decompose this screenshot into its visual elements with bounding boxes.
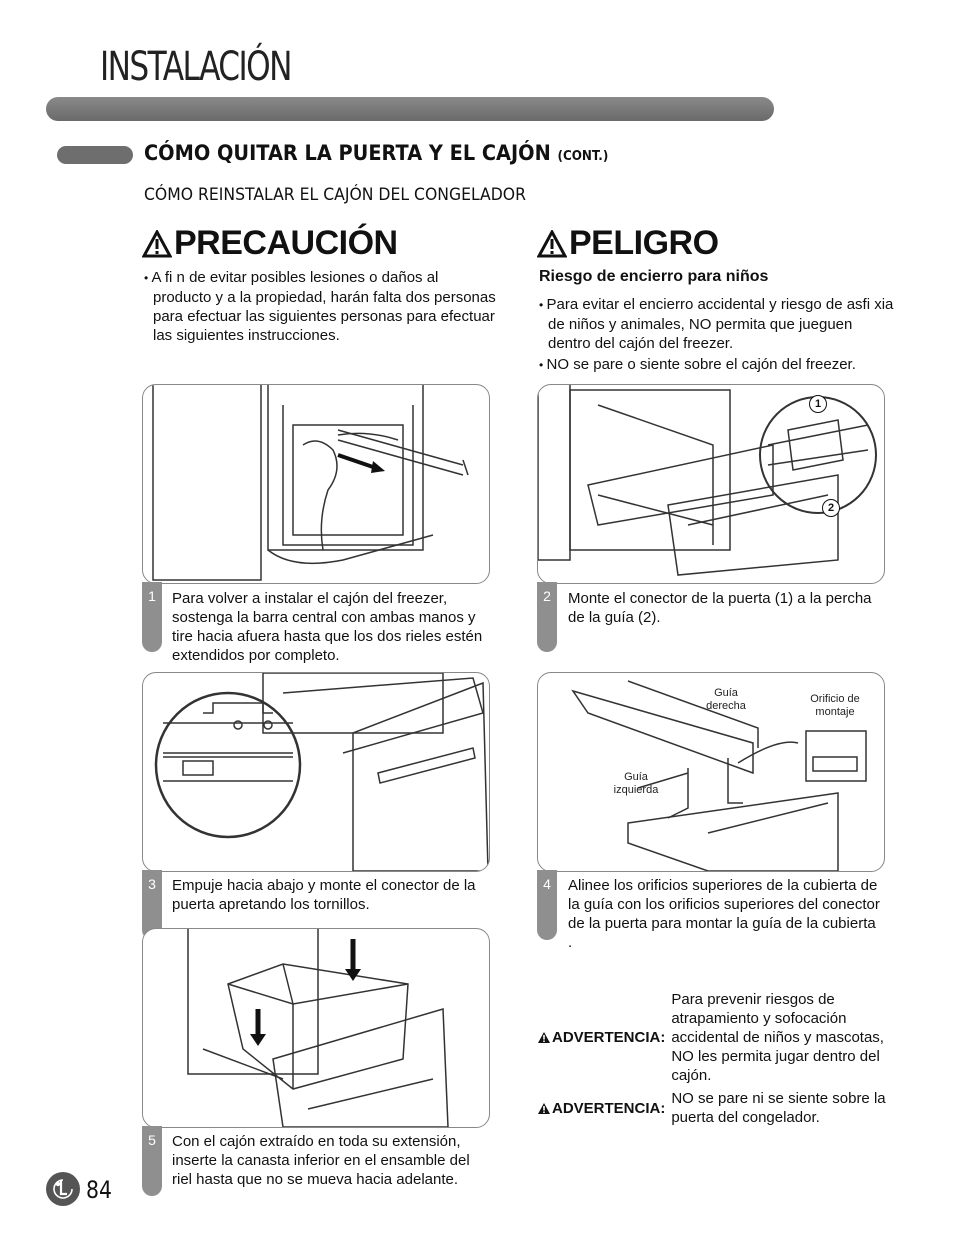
caution-heading [142, 224, 398, 263]
step-1-text: Para volver a instalar el cajón del freezer, sostenga la barra central con ambas manos y tire hacia afuera hasta que los dos rieles estén extendidos por completo. [172, 590, 483, 664]
figure-step-1 [142, 384, 490, 584]
caution-bullet: • A fi n de evitar posibles lesiones o daños al producto y a la propiedad, harán falta dos personas para efectuar las siguientes personas para efectuar las siguientes instrucciones. [144, 268, 498, 345]
section-pill [57, 146, 133, 164]
warning-2 [537, 1089, 897, 1127]
warning-1-text: Para prevenir riesgos de atrapamiento y sofocación accidental de niños y mascotas, NO les permita jugar dentro del cajón. [671, 991, 884, 1084]
step-4-text: Alinee los orificios superiores de la cubierta de la guía con los orificios superiores del conector de la puerta para montar la guía de la cubierta . [568, 877, 880, 951]
figure-step-2 [537, 384, 885, 584]
warning-2-label-text: ADVERTENCIA: [552, 1099, 666, 1117]
warning-1-label-text: ADVERTENCIA: [552, 1029, 666, 1046]
step-2-badge: 2 [537, 582, 557, 652]
warning-triangle-icon [142, 230, 172, 258]
label-orificio: Orificio de montaje [810, 693, 860, 718]
figure-step-5 [142, 928, 490, 1128]
warning-2-label [537, 1089, 665, 1127]
callout-2: 2 [822, 499, 840, 517]
title-bar [46, 97, 774, 121]
page-number: 84 [86, 1176, 112, 1204]
step-5-text: Con el cajón extraído en toda su extensión, inserte la canasta inferior en el ensamble del riel hasta que no se mueva hacia adelante. [172, 1133, 470, 1188]
warning-1-label [537, 990, 665, 1085]
step-4-badge: 4 [537, 870, 557, 940]
warning-triangle-icon [537, 1031, 551, 1044]
page-title: INSTALACIÓN [100, 44, 291, 90]
section-title-text: CÓMO QUITAR LA PUERTA Y EL CAJÓN [144, 141, 551, 165]
danger-heading [537, 224, 719, 263]
basket-illustration [143, 929, 489, 1127]
lg-logo-icon [46, 1172, 80, 1206]
door-connector-illustration [538, 385, 884, 583]
warning-triangle-icon [537, 230, 567, 258]
callout-1: 1 [809, 395, 827, 413]
step-1-badge: 1 [142, 582, 162, 652]
step-3-badge: 3 [142, 870, 162, 940]
label-guia-izquierda: Guía izquierda [613, 771, 659, 796]
step-5-badge: 5 [142, 1126, 162, 1196]
figure-step-4 [537, 672, 885, 872]
warning-triangle-icon [537, 1102, 551, 1115]
fridge-drawer-illustration [143, 385, 489, 583]
lg-logo [46, 1172, 80, 1206]
section-title-suffix: (CONT.) [557, 149, 609, 164]
sub-title: CÓMO REINSTALAR EL CAJÓN DEL CONGELADOR [144, 185, 526, 205]
section-title [144, 141, 608, 165]
step-3-text: Empuje hacia abajo y monte el conector de la puerta apretando los tornillos. [172, 877, 476, 913]
danger-bullet-2: • NO se pare o siente sobre el cajón del freezer. [539, 355, 898, 375]
step-2-text: Monte el conector de la puerta (1) a la percha de la guía (2). [568, 590, 872, 626]
screw-connector-illustration [143, 673, 489, 871]
danger-bullet-1: • Para evitar el encierro accidental y riesgo de asfi xia de niños y animales, NO permita que jueguen dentro del cajón del freezer. [539, 295, 898, 353]
figure-step-3 [142, 672, 490, 872]
caution-heading-text: PRECAUCIÓN [174, 224, 398, 262]
warning-2-text: NO se pare ni se siente sobre la puerta del congelador. [671, 1090, 886, 1126]
label-guia-derecha: Guía derecha [706, 687, 746, 712]
danger-heading-text: PELIGRO [569, 224, 719, 262]
risk-title: Riesgo de encierro para niños [539, 268, 769, 285]
warning-1 [537, 990, 897, 1085]
